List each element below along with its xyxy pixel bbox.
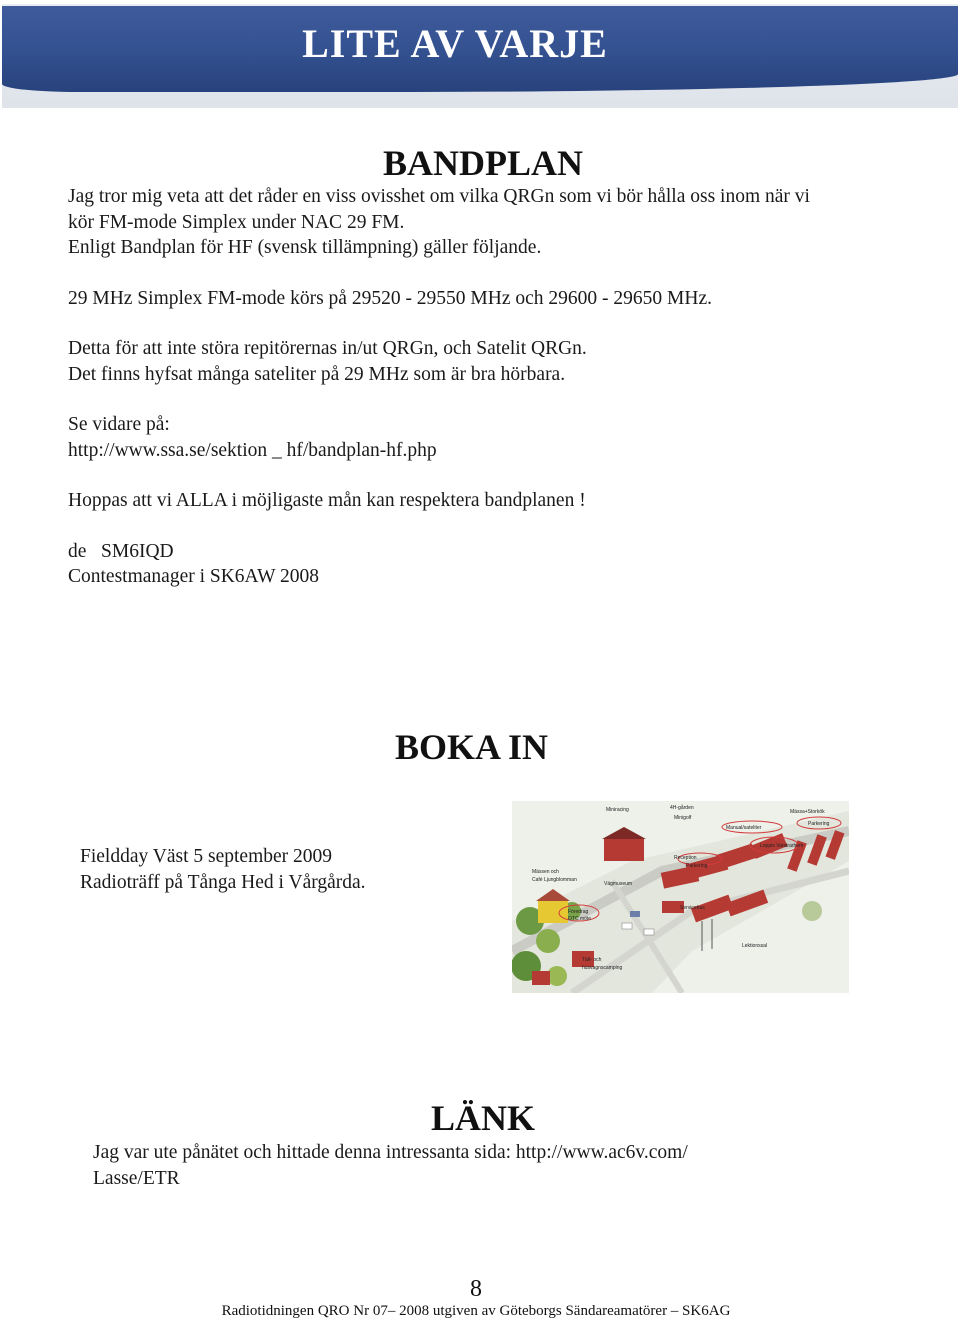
text-line: Radioträff på Tånga Hed i Vårgårda.	[80, 871, 366, 893]
map-label: 4H-gården	[670, 805, 694, 811]
bokain-body	[80, 844, 500, 895]
map-label: Lektionssal	[742, 943, 768, 949]
bandplan-paragraph	[68, 286, 928, 312]
footer-text: Radiotidningen QRO Nr 07– 2008 utgiven av Göteborgs Sändareamatörer – SK6AG	[221, 1303, 731, 1319]
map-label: Miniracing	[606, 807, 629, 813]
map-label: Minigolf	[674, 815, 692, 821]
text-line: de SM6IQD	[68, 540, 174, 562]
bandplan-paragraph	[68, 488, 928, 514]
text-line: Fieldday Väst 5 september 2009	[80, 846, 333, 867]
map-label: Café Ljungblomman	[532, 877, 577, 883]
text-line: Se vidare på:	[68, 414, 170, 435]
bandplan-paragraph	[68, 336, 928, 387]
bandplan-paragraph	[68, 184, 928, 261]
lank-body	[93, 1140, 913, 1191]
bandplan-paragraph	[68, 412, 928, 463]
page-number: 8	[470, 1276, 482, 1302]
header-title: LITE AV VARJE	[302, 21, 608, 66]
map-label: husvagnscamping	[582, 965, 623, 971]
event-map-illustration	[512, 801, 849, 993]
text-line: Lasse/ETR	[93, 1167, 180, 1189]
lank-link-line[interactable]: Jag var ute pånätet och hittade denna intressanta sida: http://www.ac6v.com/	[93, 1142, 688, 1163]
map-label: Servicehus	[680, 905, 705, 911]
header-banner	[0, 0, 960, 108]
text-line: Contestmanager i SK6AW 2008	[68, 566, 320, 587]
map-label: Tält- och	[582, 957, 602, 963]
text-line: Detta för att inte störa repitörernas in/ut QRGn, och Satelit QRGn.	[68, 338, 587, 359]
map-label: Vägmuseum	[604, 881, 633, 887]
bokain-heading: BOKA IN	[395, 727, 549, 767]
bandplan-link[interactable]: http://www.ssa.se/sektion _ hf/bandplan-hf.php	[68, 439, 437, 461]
map-label: Reception	[674, 855, 697, 861]
lank-heading: LÄNK	[431, 1098, 536, 1138]
map-label: Parkering	[686, 863, 708, 869]
map-label: Manual/sateliter	[726, 825, 762, 831]
bandplan-body	[68, 184, 928, 590]
text-line: Enligt Bandplan för HF (svensk tillämpning) gäller följande.	[68, 237, 542, 258]
text-line: kör FM-mode Simplex under NAC 29 FM.	[68, 211, 405, 233]
text-line: Jag tror mig veta att det råder en viss ovisshet om vilka QRGn som vi bör hålla oss inom när vi	[68, 186, 810, 207]
bandplan-signature	[68, 539, 928, 590]
map-label: Föredrag	[568, 909, 589, 915]
text-line: Hoppas att vi ALLA i möjligaste mån kan respektera bandplanen !	[68, 490, 586, 511]
map-label: Mässa+Storkök	[790, 809, 825, 815]
map-label: Loppis Vandrarhem	[760, 843, 804, 849]
map-label: OTC möte	[568, 916, 592, 922]
text-line: 29 MHz Simplex FM-mode körs på 29520 - 29550 MHz och 29600 - 29650 MHz.	[68, 287, 712, 309]
map-drawing	[512, 801, 849, 993]
bandplan-heading: BANDPLAN	[383, 143, 584, 183]
map-label: Mässen och	[532, 869, 559, 875]
map-label: Parkering	[808, 821, 830, 827]
text-line: Det finns hyfsat många sateliter på 29 MHz som är bra hörbara.	[68, 363, 566, 385]
